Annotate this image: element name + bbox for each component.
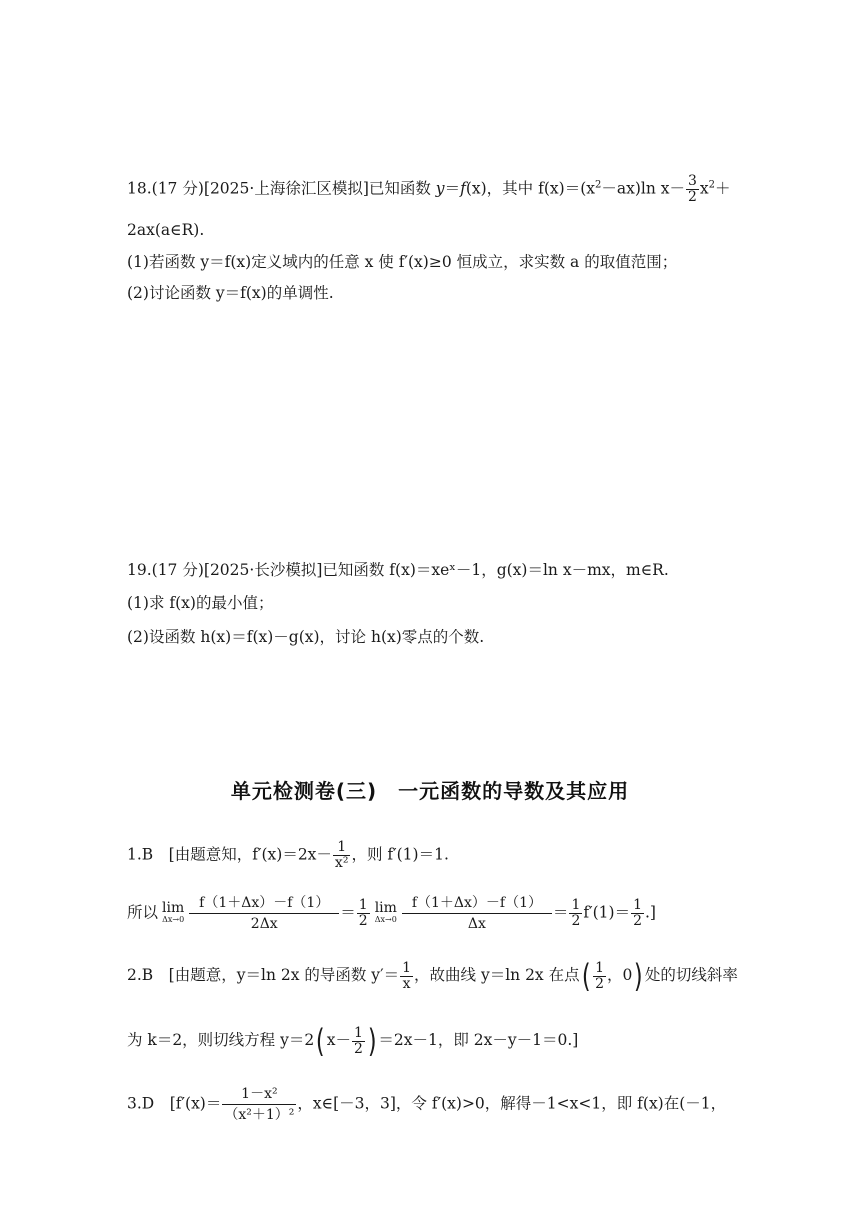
section-title: 单元检测卷(三) 一元函数的导数及其应用 bbox=[230, 779, 630, 803]
q18-fraction: $\frac{3}{2}$ bbox=[688, 173, 697, 205]
answer-1-line2: 所以 lim Δx→0 $\frac{f(1+\Delta x)-f(1)}{2\Delta x}$ ＝ $\frac{1}{2}$ lim Δx→0 $\frac{f(1+\Delta x)-f(1)}{\Delta x}$ ＝ $\frac{1}{2}$ f′(1)＝ $\frac{1}{2}$ .] bbox=[127, 895, 656, 932]
a1-limit-fraction: $\frac{f(1+\Delta x)-f(1)}{2\Delta x}$ bbox=[189, 893, 339, 934]
answer-3-line1: 3.D [f′(x)＝ $\frac{\text{1－x²}}{\text{（x²＋1）²}}$ ，x∈[－3，3]，令 f′(x)>0，解得－1<x<1，即 f(x)在(－1， bbox=[127, 1086, 727, 1123]
answer-1-line1: 1.B [由题意知，f′(x)＝2x－ $\frac{1}{\text{x²}}$ ，则 f′(1)＝1. bbox=[127, 839, 449, 871]
limit-symbol: lim Δx→0 bbox=[162, 899, 185, 924]
q19-line1: 19.(17 分)[2025·长沙模拟]已知函数 f(x)＝xeˣ－1，g(x)＝ln x－mx，m∈R. bbox=[127, 561, 669, 579]
a3-fraction: $\frac{\text{1－x²}}{\text{（x²＋1）²}}$ bbox=[224, 1086, 295, 1123]
answer-2-line1: 2.B [由题意，y＝ln 2x 的导函数 y′＝ $\frac{1}{x}$ ，故曲线 y＝ln 2x 在点( $\frac{1}{2}$ ，0) 处的切线斜率 bbox=[127, 957, 738, 995]
q19-part1: (1)求 f(x)的最小值； bbox=[127, 594, 274, 612]
q18-part2: (2)讨论函数 y＝f(x)的单调性. bbox=[127, 284, 334, 302]
a1-limit-fraction-2: $\frac{f(1+\Delta x)-f(1)}{\Delta x}$ bbox=[402, 893, 552, 934]
q18-line2: 2ax(a∈R). bbox=[127, 221, 205, 239]
q18-part1: (1)若函数 y＝f(x)定义域内的任意 x 使 f′(x)≥0 恒成立，求实数 a 的取值范围； bbox=[127, 253, 678, 271]
q19-part2: (2)设函数 h(x)＝f(x)－g(x)，讨论 h(x)零点的个数. bbox=[127, 628, 485, 646]
a1-fraction: $\frac{1}{\text{x²}}$ bbox=[334, 839, 349, 871]
q18-line1: 18.(17 分)[2025·上海徐汇区模拟]已知函数 y＝f(x)，其中 $f(x)=(x^2-ax)\ln$ x－ $\frac{3}{2}$ $x^2+$ bbox=[127, 173, 731, 205]
answer-2-line2: 为 k＝2，则切线方程 y＝2( x－ $\frac{1}{2}$ ) ＝2x－1，即 2x－y－1＝0.] bbox=[127, 1022, 579, 1060]
